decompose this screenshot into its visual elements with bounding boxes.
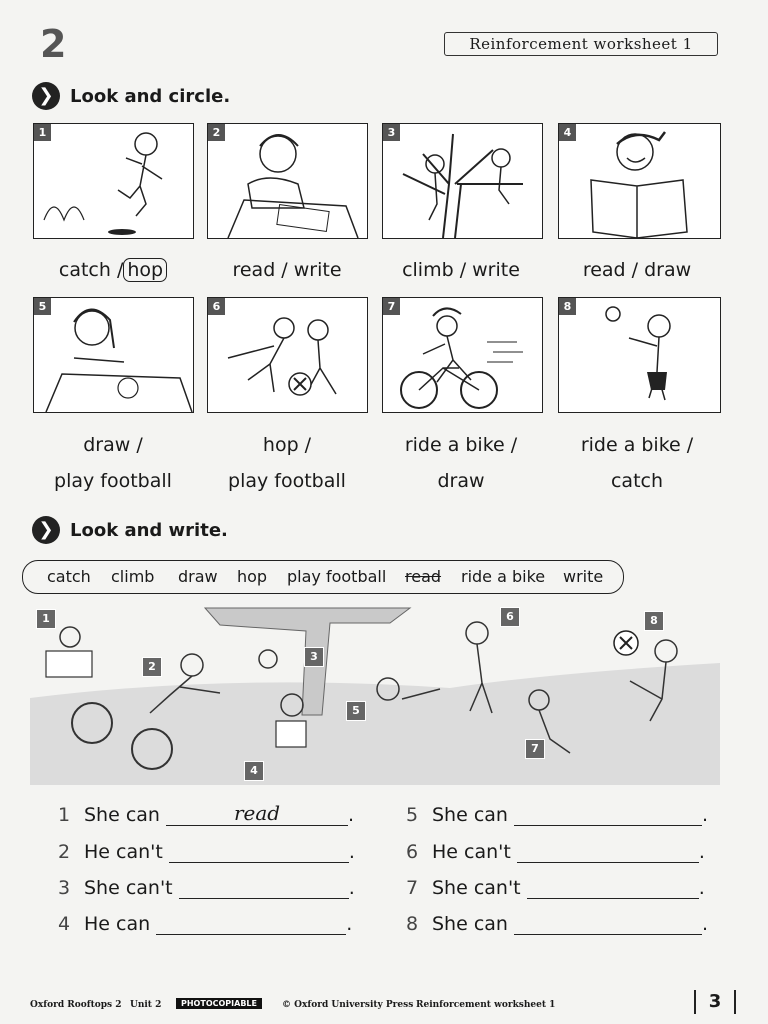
playground-scene xyxy=(30,603,720,785)
sentence-5 xyxy=(406,803,708,826)
photocopiable-badge: PHOTOCOPIABLE xyxy=(176,998,262,1009)
option-b[interactable]: play football xyxy=(228,470,346,492)
footer-unit: Unit 2 xyxy=(130,1000,162,1010)
answer-blank[interactable] xyxy=(527,876,699,899)
option-b[interactable]: draw xyxy=(437,470,485,492)
sentence-2 xyxy=(58,840,355,863)
sentence-period: . xyxy=(348,877,355,899)
caption-8 xyxy=(552,427,722,499)
chevron-right-icon: ❯ xyxy=(32,516,60,544)
picture-number: 2 xyxy=(208,124,225,141)
sentence-number: 3 xyxy=(58,877,71,899)
answer-blank[interactable]: read xyxy=(166,803,348,826)
option-catch[interactable]: catch / xyxy=(58,259,124,281)
sentence-period: . xyxy=(348,841,355,863)
sentence-number: 1 xyxy=(58,804,71,826)
sentence-number: 7 xyxy=(406,877,419,899)
scene-tag: 6 xyxy=(500,607,520,627)
answer-blank[interactable] xyxy=(514,803,702,826)
picture-number: 3 xyxy=(383,124,400,141)
sentence-1 xyxy=(58,803,354,826)
picture-number: 1 xyxy=(34,124,51,141)
picture-8 xyxy=(558,297,721,413)
sentence-number: 8 xyxy=(406,913,419,935)
caption-7 xyxy=(376,427,546,499)
option-hop-circled[interactable]: hop xyxy=(123,258,167,282)
picture-7 xyxy=(382,297,543,413)
section2-title: Look and write. xyxy=(70,520,228,541)
worksheet-title: Reinforcement worksheet 1 xyxy=(444,32,718,56)
sentence-period: . xyxy=(348,804,355,826)
word-bank-item: play football xyxy=(287,567,387,586)
sentence-4 xyxy=(58,912,352,935)
picture-6 xyxy=(207,297,368,413)
scene-tag: 3 xyxy=(304,647,324,667)
picture-number: 6 xyxy=(208,298,225,315)
answer-blank[interactable] xyxy=(514,912,702,935)
scene-tag: 5 xyxy=(346,701,366,721)
word-bank-item: draw xyxy=(178,567,218,586)
footer-photocopiable xyxy=(176,999,262,1009)
option-a[interactable]: ride a bike / xyxy=(580,434,694,456)
sentence-number: 6 xyxy=(406,841,419,863)
sentence-text: He can xyxy=(84,913,151,935)
sentence-text: He can't xyxy=(84,841,163,863)
picture-2 xyxy=(207,123,368,239)
picture-3 xyxy=(382,123,543,239)
scene-tag: 2 xyxy=(142,657,162,677)
unit-number: 2 xyxy=(40,22,67,66)
page-number: 3 xyxy=(694,990,736,1014)
option-a[interactable]: ride a bike / xyxy=(404,434,518,456)
option-b[interactable]: catch xyxy=(610,470,664,492)
scene-tag: 4 xyxy=(244,761,264,781)
word-bank-item: ride a bike xyxy=(461,567,546,586)
caption-3[interactable]: climb / write xyxy=(402,259,520,281)
word-bank-item-used: read xyxy=(405,567,442,586)
footer-publisher: © Oxford University Press xyxy=(282,1000,414,1010)
sentence-period: . xyxy=(698,841,705,863)
caption-5 xyxy=(28,427,198,499)
option-a[interactable]: draw / xyxy=(83,434,143,456)
footer-book: Oxford Rooftops 2 xyxy=(30,1000,122,1010)
footer-worksheet: Reinforcement worksheet 1 xyxy=(416,1000,556,1010)
word-bank-item: catch xyxy=(47,567,91,586)
word-bank-item: climb xyxy=(111,567,155,586)
picture-5 xyxy=(33,297,194,413)
sentence-text: He can't xyxy=(432,841,511,863)
caption-2[interactable]: read / write xyxy=(232,259,342,281)
sentence-text: She can xyxy=(432,913,508,935)
scene-tag: 1 xyxy=(36,609,56,629)
answer-blank[interactable] xyxy=(517,840,699,863)
sentence-6 xyxy=(406,840,705,863)
picture-number: 8 xyxy=(559,298,576,315)
answer-blank[interactable] xyxy=(179,876,349,899)
sentence-text: She can xyxy=(84,804,160,826)
option-b[interactable]: play football xyxy=(54,470,172,492)
section1-title: Look and circle. xyxy=(70,86,231,107)
answer-blank[interactable] xyxy=(156,912,346,935)
sentence-text: She can xyxy=(432,804,508,826)
picture-1 xyxy=(33,123,194,239)
picture-number: 7 xyxy=(383,298,400,315)
word-bank-item: hop xyxy=(237,567,268,586)
sentence-number: 5 xyxy=(406,804,419,826)
sentence-text: She can't xyxy=(84,877,173,899)
caption-6 xyxy=(202,427,372,499)
answer-blank[interactable] xyxy=(169,840,349,863)
word-bank-item: write xyxy=(563,567,604,586)
picture-4 xyxy=(558,123,721,239)
sentence-number: 4 xyxy=(58,913,71,935)
sentence-period: . xyxy=(702,913,709,935)
sentence-text: She can't xyxy=(432,877,521,899)
picture-number: 5 xyxy=(34,298,51,315)
sentence-3 xyxy=(58,876,355,899)
caption-1 xyxy=(28,252,198,288)
sentence-period: . xyxy=(698,877,705,899)
option-a[interactable]: hop / xyxy=(262,434,312,456)
picture-number: 4 xyxy=(559,124,576,141)
sentence-8 xyxy=(406,912,708,935)
chevron-right-icon: ❯ xyxy=(32,82,60,110)
caption-4[interactable]: read / draw xyxy=(582,259,692,281)
sentence-7 xyxy=(406,876,705,899)
sentence-period: . xyxy=(702,804,709,826)
sentence-number: 2 xyxy=(58,841,71,863)
word-bank xyxy=(22,560,624,594)
scene-tag: 7 xyxy=(525,739,545,759)
sentence-period: . xyxy=(346,913,353,935)
scene-tag: 8 xyxy=(644,611,664,631)
